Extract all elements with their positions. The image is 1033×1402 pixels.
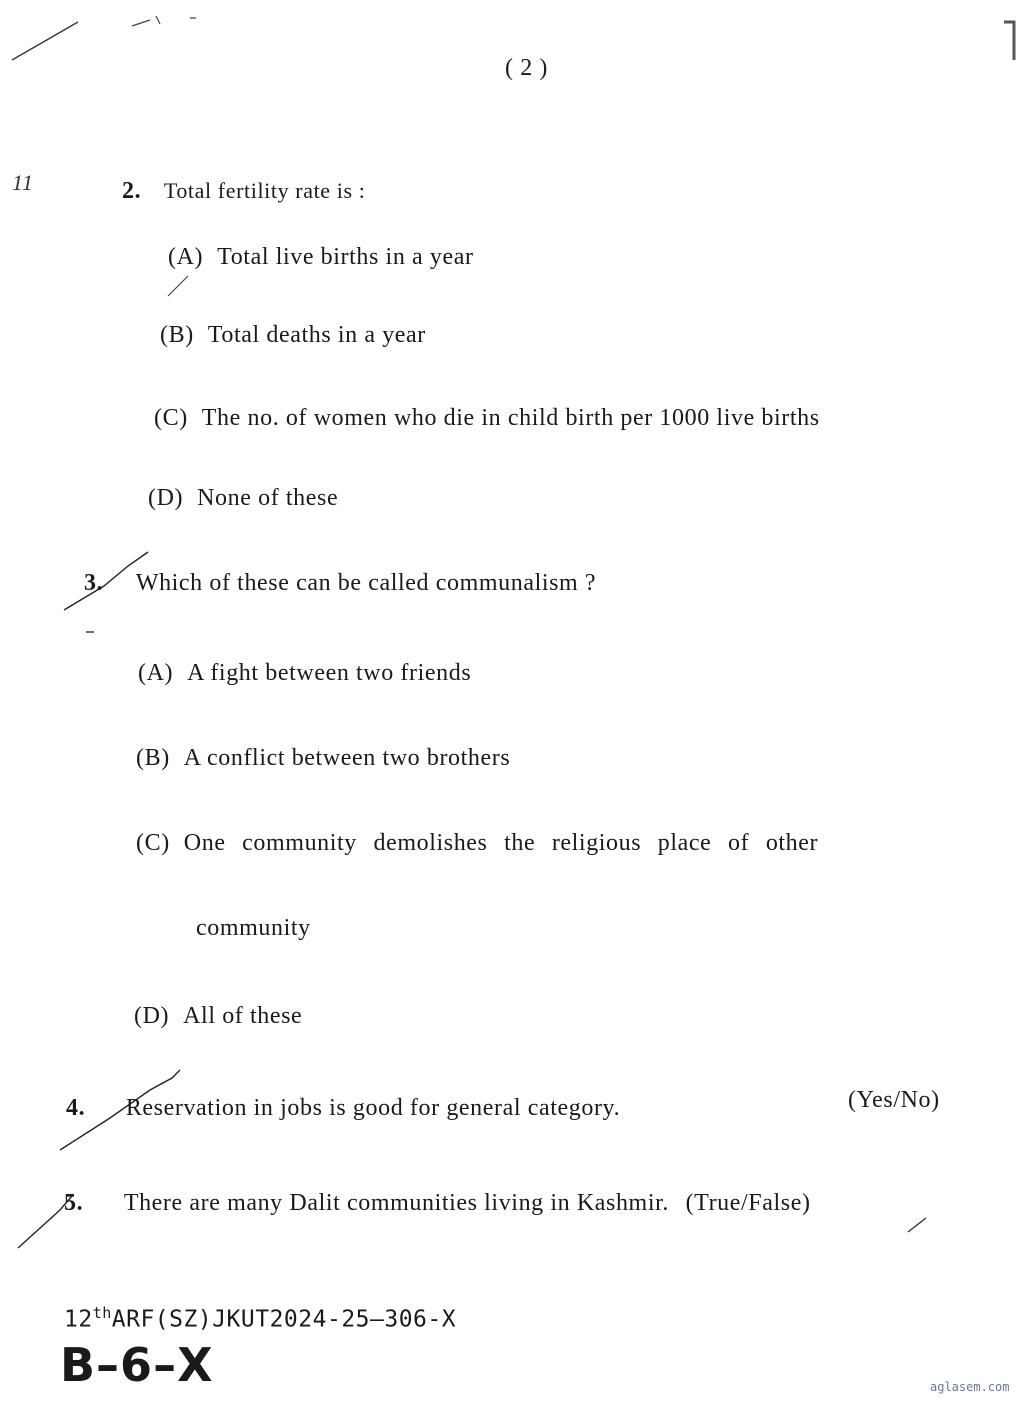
q3-option-b	[136, 745, 510, 772]
option-label: (A)	[168, 244, 204, 270]
question-4	[66, 1095, 620, 1122]
option-text: Total live births in a year	[217, 244, 474, 270]
paper-code-rest: ARF(SZ)JKUT2024-25—306-X	[111, 1306, 457, 1333]
question-number: 5.	[64, 1190, 84, 1216]
q2-option-c	[154, 405, 820, 432]
question-number: 2.	[122, 178, 142, 204]
question-text: Reservation in jobs is good for general category.	[125, 1095, 621, 1121]
question-text: Which of these can be called communalism ?	[135, 570, 597, 596]
question-number: 3.	[84, 570, 104, 596]
paper-series: B–6–X	[60, 1338, 214, 1392]
corner-tick-mark	[12, 22, 78, 60]
option-text: Total deaths in a year	[207, 322, 426, 348]
option-label: (B)	[136, 745, 170, 771]
q4-answer-hint: (Yes/No)	[848, 1087, 940, 1113]
option-label: (D)	[134, 1003, 170, 1029]
top-scribble-mark	[132, 16, 196, 26]
q2-option-a	[168, 244, 474, 271]
question-5	[64, 1190, 811, 1217]
margin-note: 11	[12, 170, 34, 195]
option-text: A conflict between two brothers	[183, 745, 511, 771]
option-label: (C)	[154, 405, 188, 431]
q2-option-b	[160, 322, 426, 349]
corner-bracket-mark	[1004, 22, 1014, 60]
option-label: (C)	[136, 830, 170, 856]
option-text: The no. of women who die in child birth per 1000 live births	[201, 405, 820, 431]
q3-option-d	[134, 1003, 302, 1030]
q5-answer-hint: (True/False)	[685, 1190, 811, 1216]
question-number: 4.	[66, 1095, 86, 1121]
option-text: A fight between two friends	[187, 660, 472, 686]
q2-option-a-tick	[168, 276, 188, 296]
paper-code-prefix: 12	[64, 1306, 93, 1333]
paper-code-sup: th	[92, 1304, 112, 1322]
option-text: None of these	[197, 485, 339, 511]
option-text: All of these	[183, 1003, 303, 1029]
q3-option-c	[136, 830, 818, 857]
question-2	[122, 178, 365, 205]
option-text: One community demolishes the religious place of other	[183, 830, 819, 856]
question-text: Total fertility rate is :	[163, 178, 366, 203]
option-label: (A)	[138, 660, 174, 686]
page-number: ( 2 )	[505, 55, 548, 81]
q3-option-a	[138, 660, 471, 687]
paper-code	[64, 1304, 456, 1333]
watermark: aglasem.com	[930, 1380, 1010, 1394]
option-label: (D)	[148, 485, 184, 511]
q3-option-c-continuation: community	[196, 915, 311, 941]
q2-option-d	[148, 485, 338, 512]
option-label: (B)	[160, 322, 194, 348]
question-3	[84, 570, 596, 597]
q5-answer-tick	[908, 1218, 926, 1232]
question-text: There are many Dalit communities living in Kashmir.	[123, 1190, 669, 1216]
